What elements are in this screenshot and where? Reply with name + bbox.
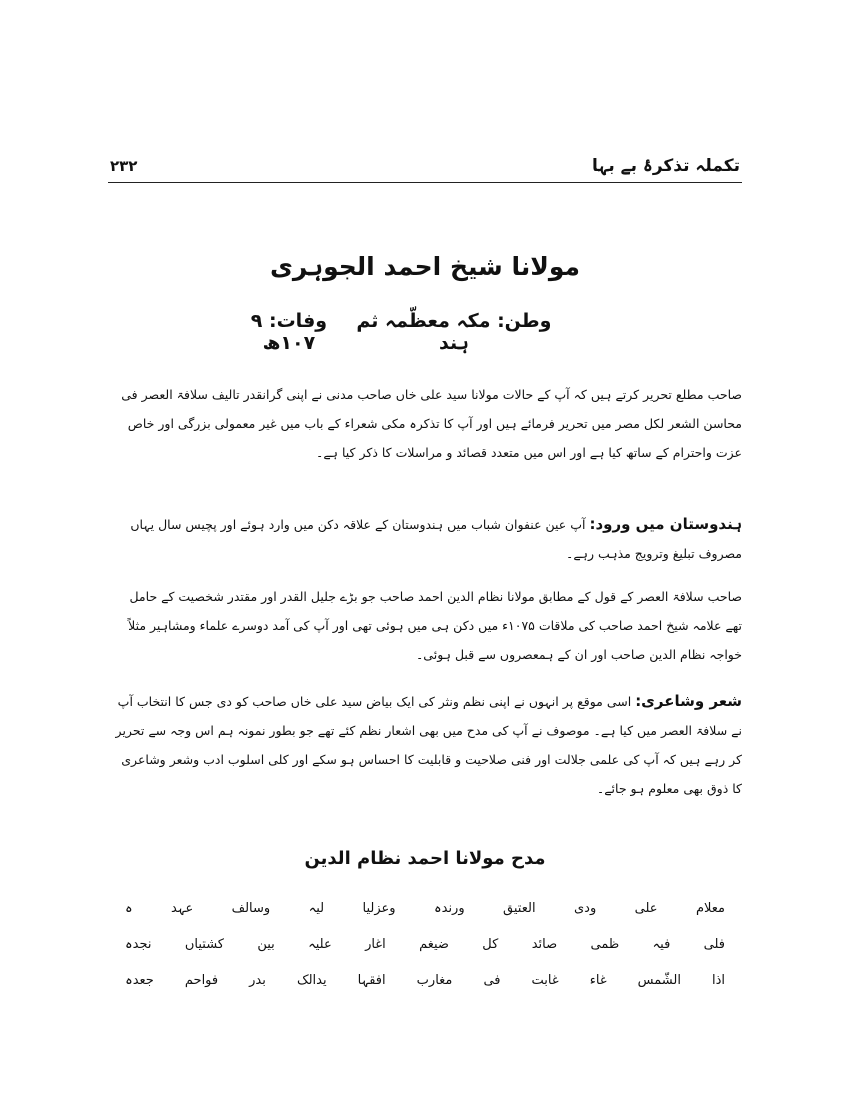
- poem-word: الشّمس: [637, 972, 681, 988]
- arrival-text: آپ عین عنفوان شباب میں ہندوستان کے علاقہ دکن میں وارد ہوئے اور پچیس سال یہاں مصروف تبلیغ وترویج مذہب رہے۔: [130, 517, 742, 561]
- poem-word: اذا: [711, 972, 725, 988]
- header-divider: [108, 182, 742, 183]
- page-header: [110, 155, 740, 183]
- poem-word: ورندہ: [434, 900, 465, 916]
- poem-word: کل: [482, 936, 499, 952]
- poem-line: [125, 926, 725, 962]
- paragraph-meeting: صاحب سلافۃ العصر کے قول کے مطابق مولانا نظام الدین احمد صاحب جو بڑے جلیل القدر اور مقتدر شخصیت کے حامل تھے علامہ شیخ احمد صاحب کی ملاقات ۱۰۷۵ء میں دکن ہی میں ہوئی تھی اور آپ کی آمد دوسرے علماء ومشاہیر مثلاً خواجہ نظام الدین صاحب اور ان کے ہمعصروں سے قبل ہوئی۔: [128, 589, 742, 662]
- biography-title: مولانا شیخ احمد الجوہری: [269, 252, 580, 281]
- poetry-label: شعر وشاعری:: [635, 692, 742, 710]
- poem-block: [125, 890, 725, 998]
- book-title: تکملہ تذکرۂ بے بہا: [591, 156, 740, 176]
- poem-word: بین: [257, 936, 275, 952]
- page-number: ۲۳۲: [110, 157, 138, 175]
- poem-word: ہ: [125, 900, 133, 916]
- poem-word: بدر: [249, 972, 266, 988]
- death-date-text: وفات: ۹ ۱۰۷ھ: [250, 310, 328, 354]
- poem-word: یدالک: [296, 972, 327, 988]
- poem-word: نجدہ: [125, 936, 152, 952]
- poem-word: مغارب: [416, 972, 453, 988]
- poem-word: فی: [483, 972, 501, 988]
- poem-word: اغار: [365, 936, 386, 952]
- poem-heading: مدح مولانا احمد نظام الدین: [304, 848, 546, 869]
- poem-word: معلام: [695, 900, 725, 916]
- poem-word: عہد: [171, 900, 194, 916]
- poem-word: علی: [634, 900, 658, 916]
- paragraph-arrival: [110, 510, 742, 568]
- paragraph-poetry: [110, 687, 742, 803]
- poem-word: فیہ: [652, 936, 671, 952]
- homeland-text: وطن: مکہ معظّمہ ثم ہند: [356, 310, 552, 354]
- poem-word: علیہ: [308, 936, 332, 952]
- poem-word: ودی: [573, 900, 597, 916]
- poem-word: صائد: [531, 936, 558, 952]
- poem-word: ضیغم: [419, 936, 449, 952]
- poem-word: فواحم: [184, 972, 219, 988]
- poem-word: افقہا: [357, 972, 386, 988]
- poem-word: العتیق: [503, 900, 536, 916]
- poem-word: وعزلیا: [362, 900, 396, 916]
- poem-line: [125, 962, 725, 998]
- paragraph-intro: صاحب مطلع تحریر کرتے ہیں کہ آپ کے حالات مولانا سید علی خاں صاحب مدنی نے اپنی گرانقدر تالیف سلافۃ العصر فی محاسن الشعر لکل مصر میں تحریر فرمائے ہیں اور آپ کا تذکرہ مکی شعراء کے باب میں غیر معمولی بزرگی اور خاص عزت واحترام کے ساتھ کیا ہے اور اس میں متعدد قصائد و مراسلات کا ذکر کیا ہے۔: [121, 387, 742, 460]
- poem-word: غابت: [531, 972, 559, 988]
- poem-word: فلی: [703, 936, 725, 952]
- poem-line: [125, 890, 725, 926]
- poem-word: لیہ: [308, 900, 325, 916]
- poem-word: وسالف: [231, 900, 271, 916]
- poem-word: ظمی: [590, 936, 620, 952]
- biography-meta: [228, 310, 558, 354]
- poem-word: کشتیاں: [184, 936, 224, 952]
- poetry-text: اسی موقع پر انہوں نے اپنی نظم ونثر کی ایک بیاض سید علی خاں صاحب کو دی جس کا انتخاب آپ نے سلافۃ العصر میں کیا ہے۔ موصوف نے آپ کی مدح میں بھی اشعار نظم کئے تھے جو بطور نمونہ ہم اس وجہ سے تحریر کر رہے ہیں کہ آپ کی علمی جلالت اور فنی صلاحیت و قابلیت کا احساس ہو سکے اور کلی اسلوب ادب وشعر وشاعری کا ذوق بھی معلوم ہو جائے۔: [115, 694, 742, 796]
- arrival-label: ہندوستان میں ورود:: [589, 515, 742, 533]
- poem-word: جعدہ: [125, 972, 154, 988]
- poem-word: غاء: [589, 972, 607, 988]
